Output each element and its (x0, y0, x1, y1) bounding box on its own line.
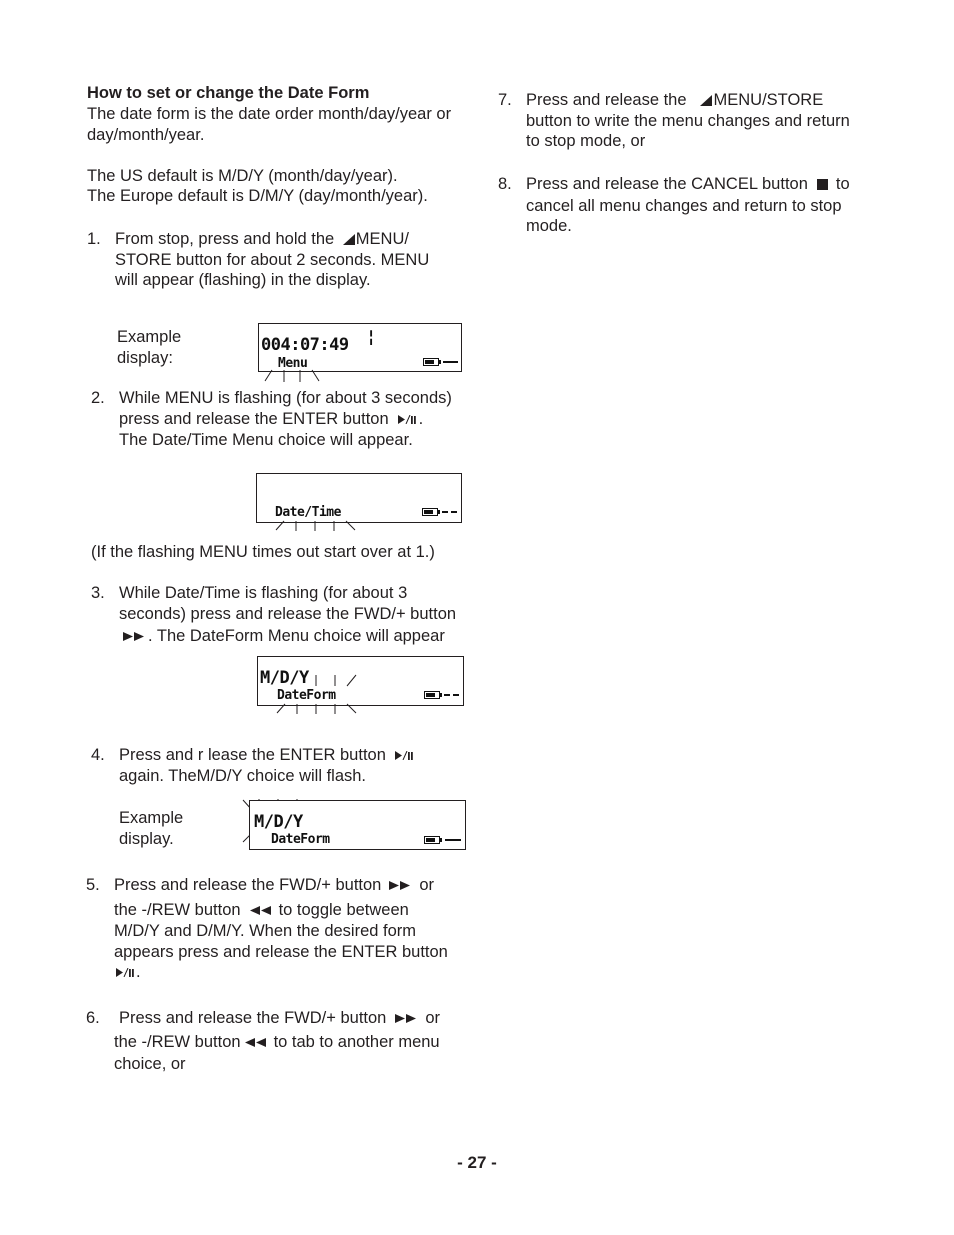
play-pause-icon (116, 968, 136, 977)
step-5-text: Press and release the FWD/+ button (114, 876, 382, 894)
step-7-line-3: to stop mode, or (526, 132, 646, 150)
step-5-period: . (136, 963, 141, 981)
section-heading: How to set or change the Date Form (87, 84, 370, 102)
fast-forward-icon (395, 1014, 419, 1023)
step-3-line-2: seconds) press and release the FWD/+ button (119, 605, 457, 623)
lcd-dateform-text: DateForm (277, 688, 336, 703)
fast-forward-icon (389, 881, 413, 890)
step-7-text: Press and release the (526, 91, 687, 109)
lcd-dash (453, 694, 459, 696)
lcd-display-menu (258, 323, 462, 372)
battery-icon (422, 508, 438, 516)
step-1-line-1 (115, 229, 409, 250)
lcd-time: 004:07:49 (261, 335, 349, 355)
rewind-icon (245, 1038, 269, 1047)
example-label-1: Example (117, 328, 182, 346)
step-2-text: press and release the ENTER button (119, 410, 389, 428)
lcd-display-dateform (257, 656, 464, 706)
step-6-number: 6. (86, 1009, 100, 1027)
step-5-line-3: M/D/Y and D/M/Y. When the desired form (114, 922, 417, 940)
play-pause-icon (398, 415, 418, 424)
step-6-text: Press and release the FWD/+ button (119, 1009, 387, 1027)
step-4-line-1 (119, 745, 415, 766)
step-8-line-3: mode. (526, 217, 572, 235)
step-1-line-3: will appear (flashing) in the display. (115, 271, 371, 289)
step-1-number: 1. (87, 230, 101, 248)
flash-rays-bottom-icon (274, 520, 360, 532)
example-label-2: display: (117, 349, 173, 367)
intro-line-1: The date form is the date order month/day/year or (87, 105, 452, 123)
step-5-line-1 (114, 875, 434, 896)
step-6-or: or (425, 1009, 441, 1027)
stop-square-icon (817, 179, 828, 190)
step-5-line-2 (114, 900, 409, 921)
lcd-mdy-text: M/D/Y (260, 668, 309, 688)
example-label-3: Example (119, 809, 184, 827)
step-5-line-5 (116, 962, 141, 983)
rewind-icon (250, 906, 274, 915)
flash-rays-bottom-icon (275, 703, 361, 715)
step-5-number: 5. (86, 876, 100, 894)
menu-triangle-icon (700, 95, 712, 106)
lcd-dash (445, 839, 461, 841)
intro-line-2: day/month/year. (87, 126, 205, 144)
step-3-number: 3. (91, 584, 105, 602)
lcd-display-mdy (249, 800, 466, 850)
step-4-line-2: again. TheM/D/Y choice will flash. (119, 767, 367, 785)
step-2-period: . (418, 410, 424, 428)
page-number: - 27 - (457, 1153, 497, 1172)
step-6-line-2 (114, 1032, 440, 1053)
timeout-note: (If the flashing MENU times out start over at 1.) (91, 543, 435, 561)
flash-rays-icon (262, 369, 322, 383)
step-8-number: 8. (498, 175, 512, 193)
step-5-or: or (419, 876, 435, 894)
lcd-datetime-text: Date/Time (275, 505, 341, 520)
step-8-text: Press and release the CANCEL button (526, 175, 808, 193)
lcd-cursor: ¦ (366, 327, 376, 347)
step-6-text: the -/REW button (114, 1033, 241, 1051)
step-1-text: From stop, press and hold the (115, 230, 339, 248)
flash-rays-top-icon (310, 672, 360, 688)
step-2-number: 2. (91, 389, 105, 407)
battery-icon (424, 836, 440, 844)
lcd-menu-text: Menu (278, 356, 308, 371)
menu-triangle-icon (343, 234, 355, 245)
battery-icon (423, 358, 439, 366)
step-2-line-3: The Date/Time Menu choice will appear. (119, 431, 413, 449)
step-5-line-4: appears press and release the ENTER button (114, 943, 448, 961)
step-8-line-1 (526, 174, 850, 195)
step-6-line-3: choice, or (114, 1055, 186, 1073)
lcd-dateform-text: DateForm (271, 832, 330, 847)
step-6-line-1 (119, 1008, 440, 1029)
step-2-line-2 (119, 409, 423, 430)
step-7-line-1 (526, 90, 823, 111)
battery-icon (424, 691, 440, 699)
play-pause-icon (395, 751, 415, 760)
step-5-text: the -/REW button (114, 901, 241, 919)
step-6-text: to tab to another menu (273, 1033, 440, 1051)
example-label-4: display. (119, 830, 174, 848)
step-5-text: to toggle between (278, 901, 409, 919)
step-3-line-3 (119, 626, 445, 647)
step-3-line-1: While Date/Time is flashing (for about 3 (119, 584, 408, 602)
default-europe: The Europe default is D/M/Y (day/month/year). (87, 187, 428, 205)
step-7-number: 7. (498, 91, 512, 109)
step-1-line-2: STORE button for about 2 seconds. MENU (115, 251, 430, 269)
lcd-dash (442, 511, 448, 513)
step-4-text: Press and r lease the ENTER button (119, 746, 386, 764)
default-us: The US default is M/D/Y (month/day/year). (87, 167, 398, 185)
step-8-text: to (835, 175, 850, 193)
step-4-number: 4. (91, 746, 105, 764)
step-8-line-2: cancel all menu changes and return to stop (526, 197, 842, 215)
fast-forward-icon (123, 632, 147, 641)
step-7-line-2: button to write the menu changes and return (526, 112, 850, 130)
step-2-line-1: While MENU is flashing (for about 3 seconds) (119, 389, 452, 407)
lcd-dash (451, 511, 457, 513)
lcd-dash (443, 361, 458, 363)
step-7-menu-label: MENU/STORE (713, 91, 824, 109)
lcd-display-datetime (256, 473, 462, 523)
step-1-menu-label: MENU/ (355, 230, 409, 248)
lcd-dash (444, 694, 450, 696)
step-3-text: . The DateForm Menu choice will appear (148, 627, 445, 645)
lcd-mdy-text: M/D/Y (254, 812, 303, 832)
